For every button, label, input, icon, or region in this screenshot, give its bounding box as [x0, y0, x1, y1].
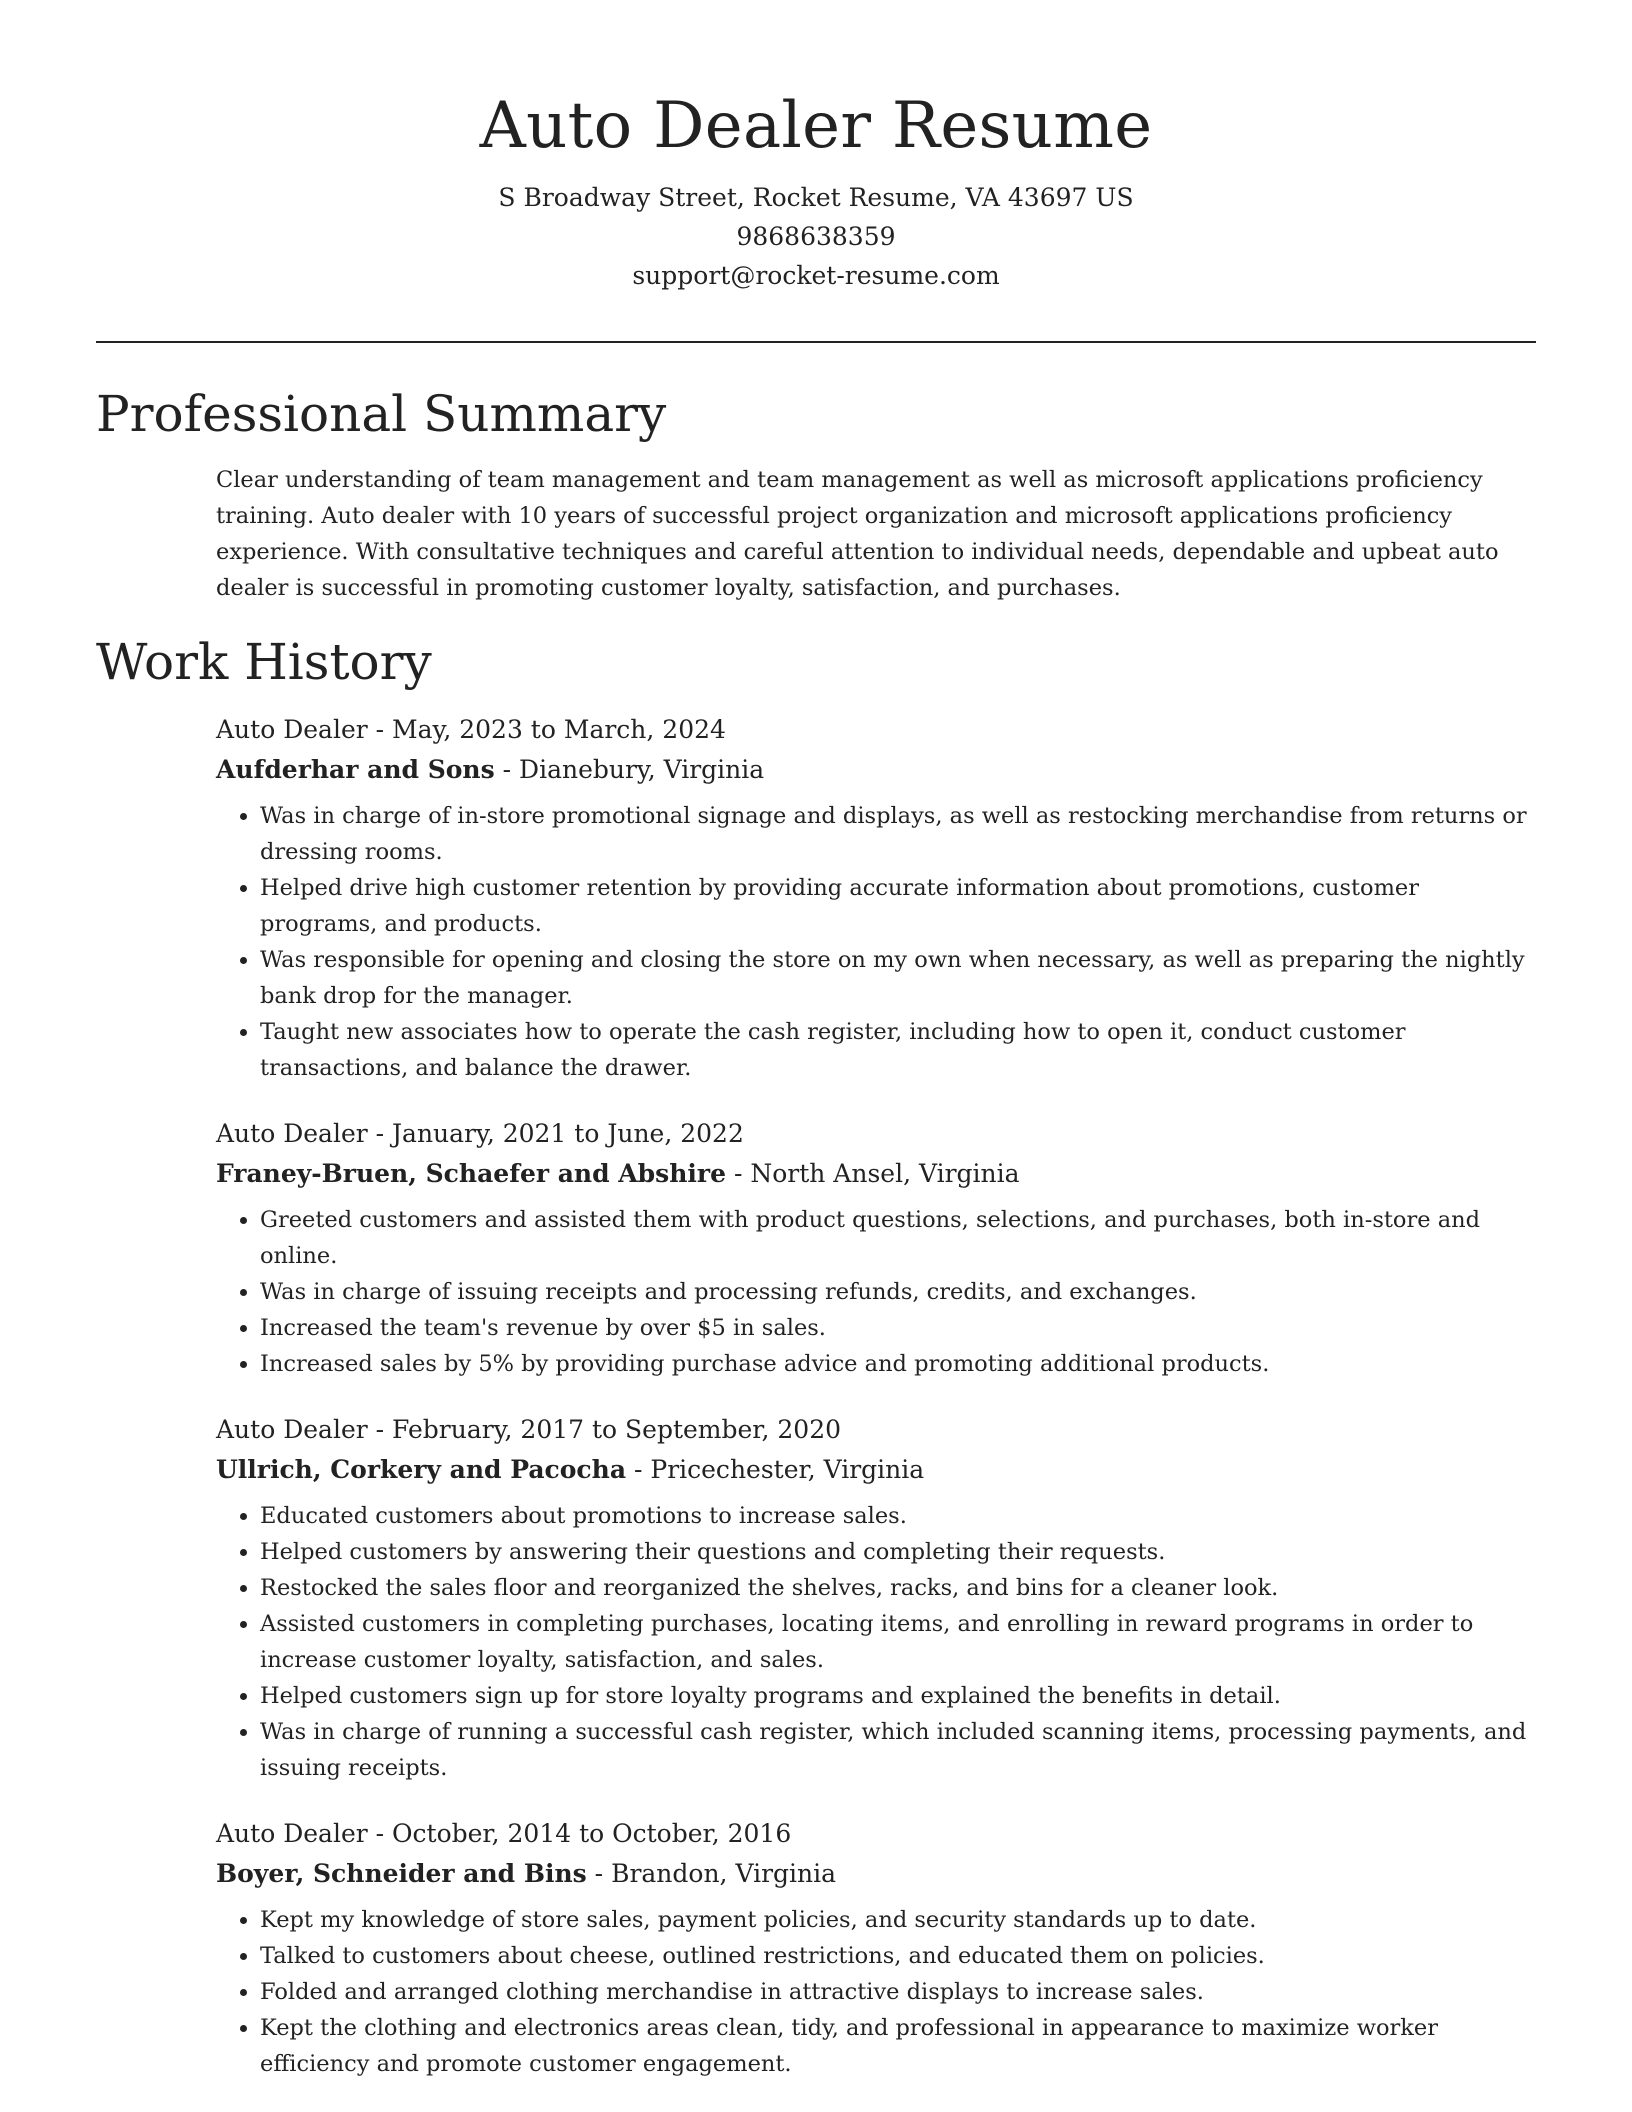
job-company-line [216, 1450, 1541, 1490]
summary-text: Clear understanding of team management and team management as well as microsoft applications proficiency training. Auto dealer with 10 years of successful project organization and microsoft applications proficiency experience. With consultative techniques and careful attention to individual needs, dependable and upbeat auto dealer is successful in promoting customer loyalty, satisfaction, and purchases. [216, 467, 1499, 601]
job-bullets [216, 1902, 1541, 2082]
job-bullets [216, 1202, 1541, 1382]
job-bullet: • Was in charge of running a successful cash register, which included scanning items, processing payments, and issuing receipts. [260, 1714, 1541, 1786]
job-company-line [216, 750, 1541, 790]
header-divider [96, 341, 1536, 343]
job-bullet: • Helped drive high customer retention by providing accurate information about promotions, customer programs, and products. [260, 870, 1541, 942]
job-entry [216, 710, 1541, 1086]
job-bullet: • Helped customers sign up for store loyalty programs and explained the benefits in detail. [260, 1678, 1541, 1714]
work-history-heading: Work History [96, 633, 432, 691]
job-bullet: • Folded and arranged clothing merchandise in attractive displays to increase sales. [260, 1974, 1541, 2010]
job-entry [216, 1114, 1541, 1382]
job-entry [216, 1814, 1541, 2082]
job-company: Aufderhar and Sons [216, 755, 495, 784]
job-title: Auto Dealer - October, 2014 to October, 2016 [216, 1819, 792, 1848]
contact-address: S Broadway Street, Rocket Resume, VA 43697 US [498, 183, 1134, 212]
job-bullet: • Kept my knowledge of store sales, payment policies, and security standards up to date. [260, 1902, 1541, 1938]
job-bullet: • Talked to customers about cheese, outlined restrictions, and educated them on policies. [260, 1938, 1541, 1974]
job-title: Auto Dealer - February, 2017 to September, 2020 [216, 1415, 842, 1444]
job-location: - Brandon, Virginia [586, 1859, 837, 1888]
contact-phone: 9868638359 [736, 222, 896, 251]
job-location: - Pricechester, Virginia [626, 1455, 925, 1484]
resume-name: Auto Dealer Resume [479, 89, 1153, 163]
job-bullet: • Helped customers by answering their questions and completing their requests. [260, 1534, 1541, 1570]
job-bullet: • Taught new associates how to operate the cash register, including how to open it, conduct customer transactions, and balance the drawer. [260, 1014, 1541, 1086]
job-company: Franey-Bruen, Schaefer and Abshire [216, 1159, 726, 1188]
job-bullet: • Increased sales by 5% by providing purchase advice and promoting additional products. [260, 1346, 1541, 1382]
job-bullets [216, 798, 1541, 1086]
job-company: Boyer, Schneider and Bins [216, 1859, 587, 1888]
job-company: Ullrich, Corkery and Pacocha [216, 1455, 627, 1484]
summary-heading: Professional Summary [96, 385, 667, 443]
job-bullet: • Was in charge of in-store promotional signage and displays, as well as restocking merchandise from returns or dressing rooms. [260, 798, 1541, 870]
work-history-list [216, 710, 1541, 2110]
job-title: Auto Dealer - May, 2023 to March, 2024 [216, 715, 726, 744]
resume-header [0, 0, 1632, 295]
job-bullet: • Restocked the sales floor and reorganized the shelves, racks, and bins for a cleaner look. [260, 1570, 1541, 1606]
job-company-line [216, 1854, 1541, 1894]
job-bullets [216, 1498, 1541, 1786]
job-bullet: • Was responsible for opening and closing the store on my own when necessary, as well as preparing the nightly bank drop for the manager. [260, 942, 1541, 1014]
contact-email: support@rocket-resume.com [632, 261, 1000, 290]
job-bullet: • Was in charge of issuing receipts and processing refunds, credits, and exchanges. [260, 1274, 1541, 1310]
contact-info [0, 178, 1632, 295]
job-title: Auto Dealer - January, 2021 to June, 2022 [216, 1119, 744, 1148]
job-bullet: • Assisted customers in completing purchases, locating items, and enrolling in reward programs in order to increase customer loyalty, satisfaction, and sales. [260, 1606, 1541, 1678]
job-entry [216, 1410, 1541, 1786]
job-bullet: • Educated customers about promotions to increase sales. [260, 1498, 1541, 1534]
job-bullet: • Increased the team's revenue by over $5 in sales. [260, 1310, 1541, 1346]
job-bullet: • Kept the clothing and electronics areas clean, tidy, and professional in appearance to maximize worker efficiency and promote customer engagement. [260, 2010, 1541, 2082]
job-location: - North Ansel, Virginia [726, 1159, 1020, 1188]
job-location: - Dianebury, Virginia [494, 755, 765, 784]
job-company-line [216, 1154, 1541, 1194]
job-bullet: • Greeted customers and assisted them with product questions, selections, and purchases, both in-store and online. [260, 1202, 1541, 1274]
